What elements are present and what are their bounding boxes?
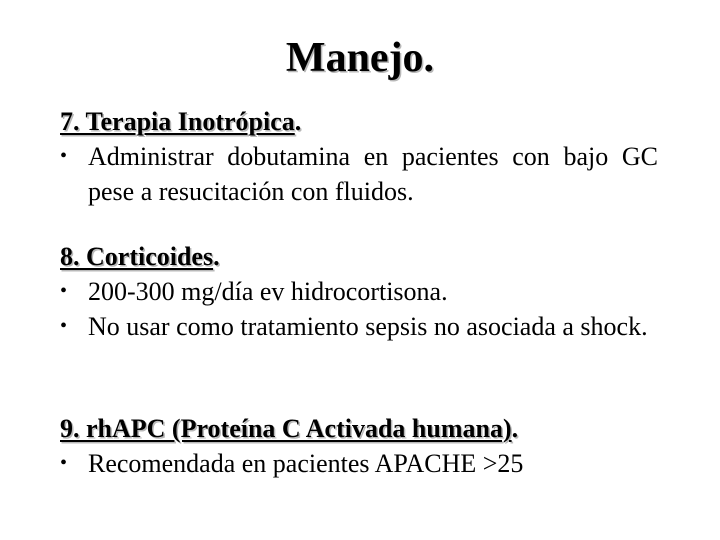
section-rhapc <box>60 411 658 481</box>
bullet-item <box>60 274 658 309</box>
bullet-item <box>60 309 658 344</box>
bullet-icon: • <box>60 315 68 337</box>
bullet-icon: • <box>60 145 68 167</box>
bullet-text: No usar como tratamiento sepsis no asociada a shock. <box>88 312 648 341</box>
bullet-item <box>60 446 658 481</box>
section-heading-suffix: . <box>294 107 302 136</box>
bullet-item <box>60 139 658 209</box>
bullet-icon: • <box>60 280 68 302</box>
bullet-icon: • <box>60 452 68 474</box>
section-inotropic-therapy <box>60 104 658 209</box>
section-corticoids <box>60 239 658 344</box>
section-heading-suffix: . <box>511 414 519 443</box>
section-heading <box>60 411 658 446</box>
section-heading-suffix: . <box>213 242 220 271</box>
section-heading-text: 7. Terapia Inotrópica <box>60 107 295 136</box>
bullet-text: Recomendada en pacientes APACHE >25 <box>88 449 524 478</box>
bullet-text: Administrar dobutamina en pacientes con bajo GC pese a resucitación con fluidos. <box>88 142 658 206</box>
slide-title: Manejo. <box>285 35 435 81</box>
section-heading-text: 8. Corticoides <box>60 242 214 271</box>
section-heading <box>60 239 658 274</box>
section-heading <box>60 104 658 139</box>
bullet-text: 200-300 mg/día ev hidrocortisona. <box>88 277 448 306</box>
section-heading-text: 9. rhAPC (Proteína C Activada humana) <box>60 414 512 443</box>
